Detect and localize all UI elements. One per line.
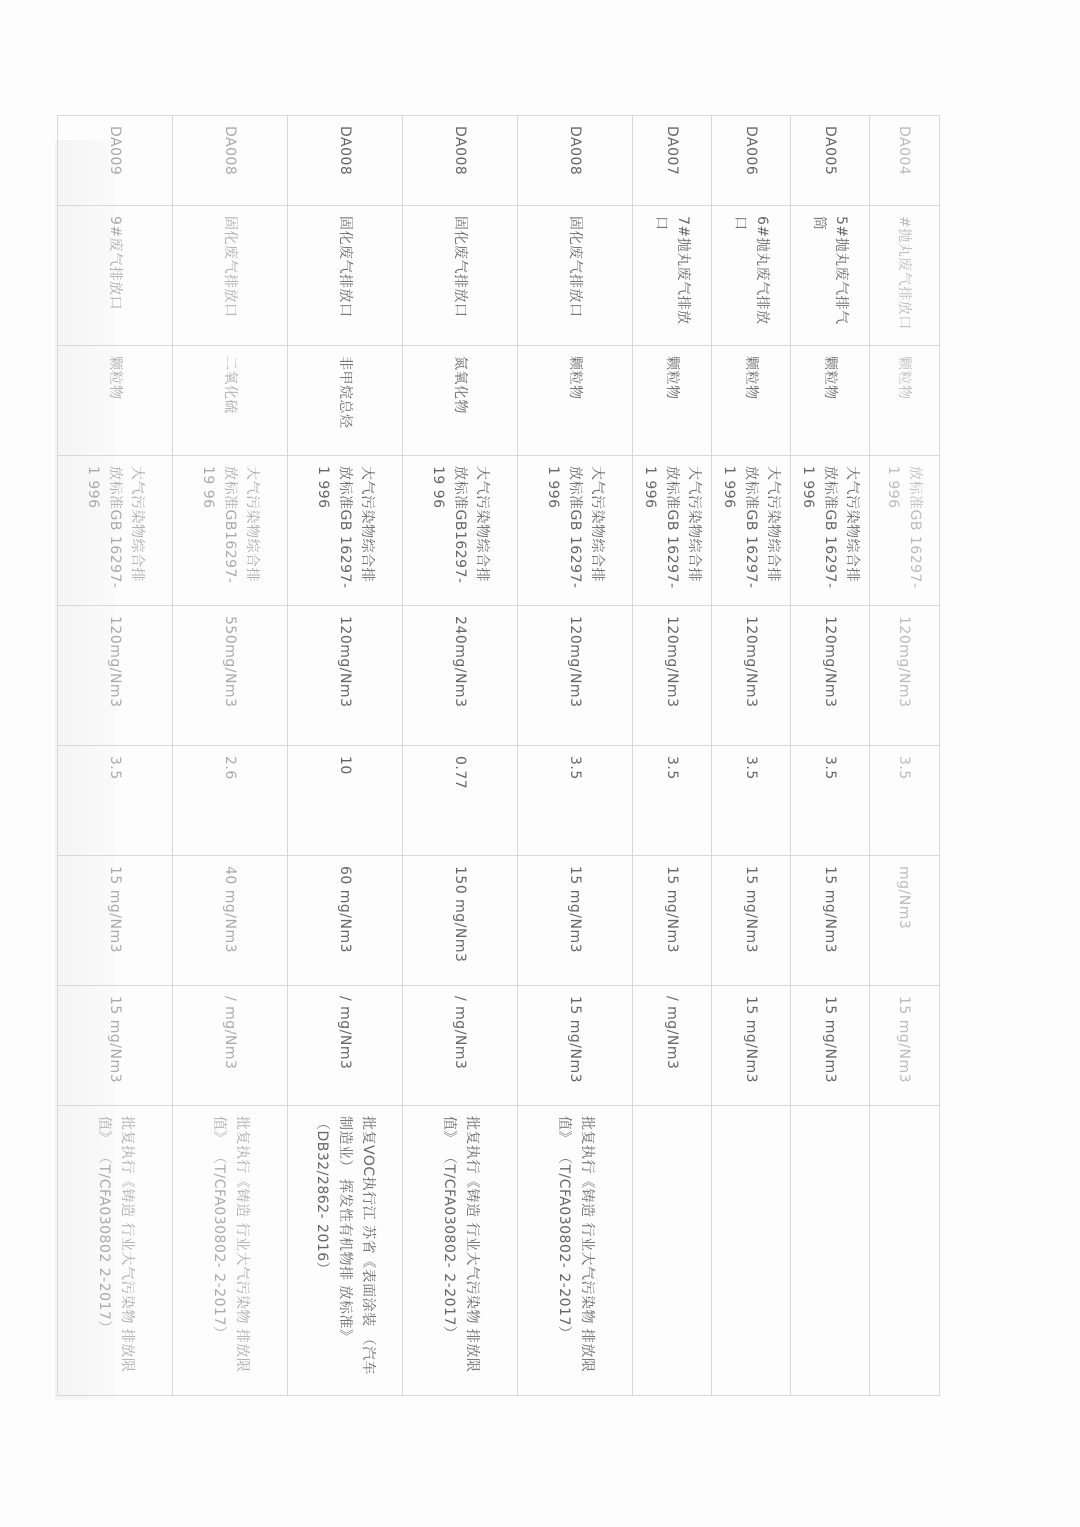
measured-limit: 15 mg/Nm3 [712, 986, 791, 1106]
concentration-limit: 120mg/Nm3 [870, 606, 940, 746]
note: 批复执行《铸造 行业大气污染物 排放限值》 （T/CFA030802- 2-2017） [403, 1106, 518, 1396]
outlet-id: DA008 [403, 116, 518, 206]
outlet-name: 固化废气排放口 [403, 206, 518, 346]
approved-limit: 15 mg/Nm3 [633, 856, 712, 986]
table-row [518, 116, 633, 1396]
standard: 大气污染物综合排 放标准GB 16297-1 996 [288, 456, 403, 606]
measured-limit: / mg/Nm3 [173, 986, 288, 1106]
emission-rate: 3.5 [58, 746, 173, 856]
approved-limit: 60 mg/Nm3 [288, 856, 403, 986]
standard: 大气污染物综合排 放标准GB16297-19 96 [403, 456, 518, 606]
outlet-name: 5#抛丸废气排气筒 [791, 206, 870, 346]
pollutant: 颗粒物 [870, 346, 940, 456]
pollutant: 颗粒物 [58, 346, 173, 456]
table-row [712, 116, 791, 1396]
note [633, 1106, 712, 1396]
outlet-id: DA008 [173, 116, 288, 206]
emission-rate: 3.5 [791, 746, 870, 856]
measured-limit: / mg/Nm3 [633, 986, 712, 1106]
emission-rate: 10 [288, 746, 403, 856]
outlet-name: 固化废气排放口 [518, 206, 633, 346]
outlet-id: DA008 [288, 116, 403, 206]
measured-limit: 15 mg/Nm3 [791, 986, 870, 1106]
note [791, 1106, 870, 1396]
outlet-name: 9#废气排放口 [58, 206, 173, 346]
table-row [633, 116, 712, 1396]
concentration-limit: 120mg/Nm3 [58, 606, 173, 746]
standard: 大气污染物综合排 放标准GB 16297-1 996 [58, 456, 173, 606]
emission-rate: 2.6 [173, 746, 288, 856]
standard: 大气污染物综合排 放标准GB 16297-1 996 [712, 456, 791, 606]
measured-limit: / mg/Nm3 [403, 986, 518, 1106]
note: 批复VOC执行江 苏省《表面涂装 （汽车制造业） 挥发性有机物排 放标准》 （DB32/2862- 2016） [288, 1106, 403, 1396]
concentration-limit: 120mg/Nm3 [791, 606, 870, 746]
table-row [288, 116, 403, 1396]
pollutant: 颗粒物 [712, 346, 791, 456]
pollutant: 颗粒物 [518, 346, 633, 456]
approved-limit: 15 mg/Nm3 [58, 856, 173, 986]
table-row [870, 116, 940, 1396]
emission-rate: 3.5 [870, 746, 940, 856]
emission-rate: 3.5 [633, 746, 712, 856]
outlet-name: 6#抛丸废气排放口 [712, 206, 791, 346]
concentration-limit: 240mg/Nm3 [403, 606, 518, 746]
approved-limit: 15 mg/Nm3 [791, 856, 870, 986]
note: 批复执行《铸造 行业大气污染物 排放限值》 （T/CFA030802 2-2017） [58, 1106, 173, 1396]
standard: 大气污染物综合排 放标准GB16297-19 96 [173, 456, 288, 606]
outlet-id: DA004 [870, 116, 940, 206]
concentration-limit: 550mg/Nm3 [173, 606, 288, 746]
emission-rate: 3.5 [518, 746, 633, 856]
emission-rate: 3.5 [712, 746, 791, 856]
approved-limit: 15 mg/Nm3 [518, 856, 633, 986]
concentration-limit: 120mg/Nm3 [288, 606, 403, 746]
standard: 大气污染物综合排 放标准GB 16297-1 996 [518, 456, 633, 606]
outlet-id: DA005 [791, 116, 870, 206]
table-row [791, 116, 870, 1396]
table-row [58, 116, 173, 1396]
concentration-limit: 120mg/Nm3 [518, 606, 633, 746]
pollutant: 氮氧化物 [403, 346, 518, 456]
note: 批复执行《铸造 行业大气污染物 排放限值》 （T/CFA030802- 2-2017） [173, 1106, 288, 1396]
outlet-name: 固化废气排放口 [288, 206, 403, 346]
note [870, 1106, 940, 1396]
outlet-name: #抛丸废气排放口 [870, 206, 940, 346]
approved-limit: 15 mg/Nm3 [712, 856, 791, 986]
pollutant: 二氧化硫 [173, 346, 288, 456]
outlet-id: DA006 [712, 116, 791, 206]
measured-limit: / mg/Nm3 [288, 986, 403, 1106]
outlet-name: 7#抛丸废气排放口 [633, 206, 712, 346]
outlet-name: 固化废气排放口 [173, 206, 288, 346]
standard: 大气污染物综合排 放标准GB 16297-1 996 [633, 456, 712, 606]
concentration-limit: 120mg/Nm3 [633, 606, 712, 746]
emission-rate: 0.77 [403, 746, 518, 856]
rotated-table-wrapper [85, 115, 940, 1395]
approved-limit: mg/Nm3 [870, 856, 940, 986]
table-row [173, 116, 288, 1396]
approved-limit: 40 mg/Nm3 [173, 856, 288, 986]
measured-limit: 15 mg/Nm3 [870, 986, 940, 1106]
outlet-id: DA009 [58, 116, 173, 206]
outlet-id: DA007 [633, 116, 712, 206]
table-row [403, 116, 518, 1396]
standard: 大气污染物综合排 放标准GB 16297-1 996 [791, 456, 870, 606]
note: 批复执行《铸造 行业大气污染物 排放限值》 （T/CFA030802- 2-2017） [518, 1106, 633, 1396]
emission-standards-table [57, 115, 940, 1396]
pollutant: 颗粒物 [791, 346, 870, 456]
standard: 放标准GB 16297-1 996 [870, 456, 940, 606]
concentration-limit: 120mg/Nm3 [712, 606, 791, 746]
approved-limit: 150 mg/Nm3 [403, 856, 518, 986]
note [712, 1106, 791, 1396]
pollutant: 非甲烷总烃 [288, 346, 403, 456]
measured-limit: 15 mg/Nm3 [518, 986, 633, 1106]
outlet-id: DA008 [518, 116, 633, 206]
measured-limit: 15 mg/Nm3 [58, 986, 173, 1106]
pollutant: 颗粒物 [633, 346, 712, 456]
